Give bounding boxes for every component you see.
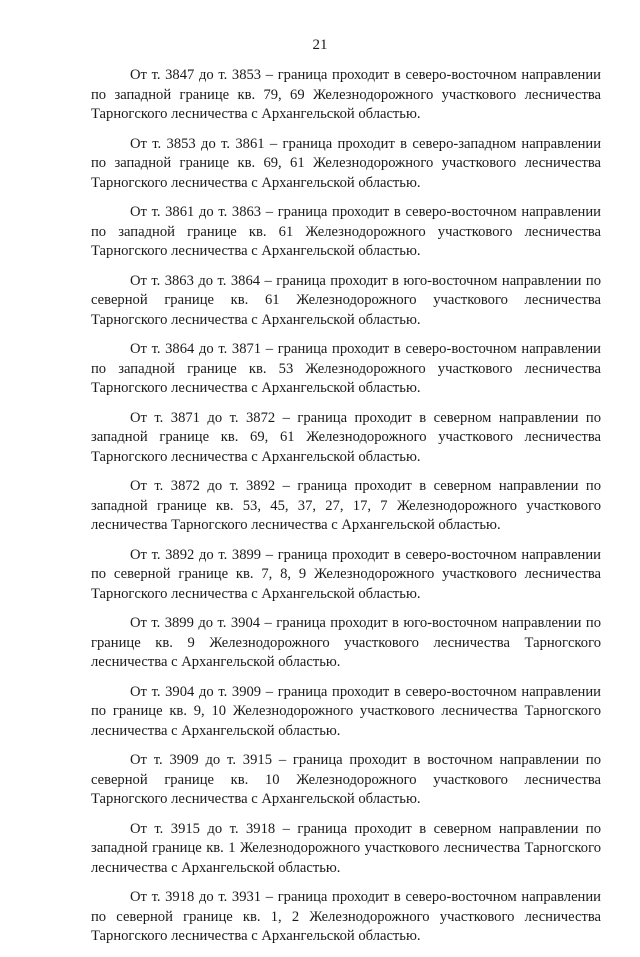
paragraph: От т. 3864 до т. 3871 – граница проходит в северо-восточном направлении по западной границе кв. 53 Железнодорожного участкового лесничества Тарногского лесничества с Архангельской областью. xyxy=(91,341,601,396)
paragraph: От т. 3892 до т. 3899 – граница проходит в северо-восточном направлении по северной границе кв. 7, 8, 9 Железнодорожного участкового лесничества Тарногского лесничества с Архангельской областью. xyxy=(91,546,601,602)
paragraph: От т. 3915 до т. 3918 – граница проходит в северном направлении по западной границе кв. 1 Железнодорожного участкового лесничества Тарногского лесничества с Архангельской областью. xyxy=(91,820,601,876)
page-number: 21 xyxy=(312,37,328,53)
paragraph: От т. 3872 до т. 3892 – граница проходит в северном направлении по западной границе кв. 53, 45, 37, 27, 17, 7 Железнодорожного участкового лесничества Тарногского лесничества с Архангельской областью. xyxy=(91,478,601,533)
document-body xyxy=(91,66,601,957)
paragraph: От т. 3871 до т. 3872 – граница проходит в северном направлении по западной границе кв. 69, 61 Железнодорожного участкового лесничества Тарногского лесничества с Архангельской областью. xyxy=(91,409,601,465)
paragraph: От т. 3863 до т. 3864 – граница проходит в юго-восточном направлении по северной границе кв. 61 Железнодорожного участкового лесничества Тарногского лесничества с Архангельской областью. xyxy=(91,272,601,328)
paragraph: От т. 3847 до т. 3853 – граница проходит в северо-восточном направлении по западной границе кв. 79, 69 Железнодорожного участкового лесничества Тарногского лесничества с Архангельской областью. xyxy=(91,67,601,122)
paragraph: От т. 3861 до т. 3863 – граница проходит в северо-восточном направлении по западной границе кв. 61 Железнодорожного участкового лесничества Тарногского лесничества с Архангельской областью. xyxy=(91,204,601,259)
paragraph: От т. 3918 до т. 3931 – граница проходит в северо-восточном направлении по северной границе кв. 1, 2 Железнодорожного участкового лесничества Тарногского лесничества с Архангельской областью. xyxy=(91,889,601,944)
paragraph: От т. 3899 до т. 3904 – граница проходит в юго-восточном направлении по границе кв. 9 Железнодорожного участкового лесничества Тарногского лесничества с Архангельской областью. xyxy=(91,615,601,670)
paragraph: От т. 3904 до т. 3909 – граница проходит в северо-восточном направлении по границе кв. 9, 10 Железнодорожного участкового лесничества Тарногского лесничества с Архангельской областью. xyxy=(91,683,601,739)
paragraph: От т. 3909 до т. 3915 – граница проходит в восточном направлении по северной границе кв. 10 Железнодорожного участкового лесничества Тарногского лесничества с Архангельской областью. xyxy=(91,752,601,807)
paragraph: От т. 3853 до т. 3861 – граница проходит в северо-западном направлении по западной границе кв. 69, 61 Железнодорожного участкового лесничества Тарногского лесничества с Архангельской областью. xyxy=(91,135,601,191)
